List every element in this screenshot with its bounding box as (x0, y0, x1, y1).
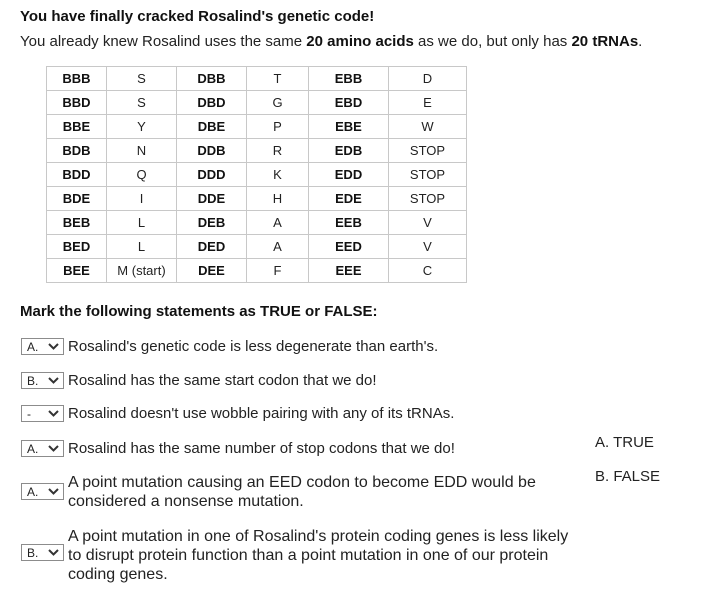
codon-row (47, 187, 467, 211)
codon-cell: BBD (47, 91, 107, 115)
option-false: B. FALSE (595, 468, 661, 485)
amino-acid-cell: R (247, 139, 309, 163)
amino-acid-cell: E (389, 91, 467, 115)
codon-row (47, 259, 467, 283)
question-2 (21, 371, 377, 390)
chevron-down-icon (48, 377, 59, 384)
codon-cell: BDB (47, 139, 107, 163)
codon-cell: DEB (177, 211, 247, 235)
codon-cell: EDD (309, 163, 389, 187)
codon-cell: EBD (309, 91, 389, 115)
amino-acid-cell: P (247, 115, 309, 139)
codon-cell: DDB (177, 139, 247, 163)
statement-text: Rosalind's genetic code is less degenerate than earth's. (68, 338, 439, 355)
question-3 (21, 404, 454, 423)
dropdown-value: - (27, 406, 31, 421)
codon-cell: DBB (177, 67, 247, 91)
option-true: A. TRUE (595, 434, 654, 451)
page-title: You have finally cracked Rosalind's genetic code! (20, 8, 375, 25)
amino-acid-cell: STOP (389, 163, 467, 187)
codon-cell: EBE (309, 115, 389, 139)
codon-cell: BEE (47, 259, 107, 283)
amino-acid-cell: V (389, 211, 467, 235)
amino-acid-cell: N (107, 139, 177, 163)
amino-acid-cell: F (247, 259, 309, 283)
amino-acid-cell: H (247, 187, 309, 211)
codon-cell: EEB (309, 211, 389, 235)
dropdown-value: A. (27, 484, 39, 499)
codon-cell: BDD (47, 163, 107, 187)
chevron-down-icon (48, 410, 59, 417)
answer-dropdown-5[interactable] (21, 483, 64, 500)
codon-cell: DBE (177, 115, 247, 139)
amino-acid-cell: A (247, 235, 309, 259)
subtitle-text: You already knew Rosalind uses the same (20, 33, 307, 50)
statement-text: Rosalind has the same number of stop codons that we do! (68, 440, 455, 457)
answer-dropdown-4[interactable] (21, 440, 64, 457)
amino-acid-cell: Y (107, 115, 177, 139)
amino-acid-cell: A (247, 211, 309, 235)
dropdown-value: B. (27, 373, 39, 388)
amino-acid-cell: G (247, 91, 309, 115)
codon-cell: EDB (309, 139, 389, 163)
chevron-down-icon (48, 445, 59, 452)
statement-text: A point mutation causing an EED codon to become EDD would be considered a nonsense mutation. (68, 474, 536, 510)
amino-acid-cell: T (247, 67, 309, 91)
chevron-down-icon (48, 488, 59, 495)
codon-cell: EDE (309, 187, 389, 211)
question-4 (21, 439, 455, 458)
codon-row (47, 235, 467, 259)
amino-acid-cell: STOP (389, 139, 467, 163)
answer-dropdown-2[interactable] (21, 372, 64, 389)
codon-row (47, 139, 467, 163)
answer-dropdown-3[interactable] (21, 405, 64, 422)
amino-acid-cell: M (start) (107, 259, 177, 283)
codon-cell: BDE (47, 187, 107, 211)
codon-cell: DDE (177, 187, 247, 211)
codon-row (47, 91, 467, 115)
amino-acid-cell: D (389, 67, 467, 91)
codon-row (47, 211, 467, 235)
codon-table (46, 66, 467, 283)
codon-row (47, 67, 467, 91)
codon-cell: BEB (47, 211, 107, 235)
codon-cell: BBB (47, 67, 107, 91)
amino-acid-cell: I (107, 187, 177, 211)
amino-acid-cell: C (389, 259, 467, 283)
codon-cell: DEE (177, 259, 247, 283)
page-subtitle (20, 33, 642, 50)
amino-acid-cell: S (107, 67, 177, 91)
codon-cell: EEE (309, 259, 389, 283)
statement-text: Rosalind doesn't use wobble pairing with any of its tRNAs. (68, 405, 455, 422)
subtitle-trnas: 20 tRNAs (571, 33, 639, 50)
amino-acid-cell: STOP (389, 187, 467, 211)
dropdown-value: B. (27, 545, 39, 560)
codon-cell: EBB (309, 67, 389, 91)
question-1 (21, 337, 438, 356)
amino-acid-cell: V (389, 235, 467, 259)
chevron-down-icon (48, 343, 59, 350)
codon-cell: BBE (47, 115, 107, 139)
amino-acid-cell: L (107, 211, 177, 235)
codon-cell: DBD (177, 91, 247, 115)
amino-acid-cell: L (107, 235, 177, 259)
amino-acid-cell: S (107, 91, 177, 115)
dropdown-value: A. (27, 339, 39, 354)
statement-text: Rosalind has the same start codon that we do! (68, 372, 377, 389)
chevron-down-icon (48, 549, 59, 556)
codon-cell: BED (47, 235, 107, 259)
codon-cell: EED (309, 235, 389, 259)
subtitle-amino-acids: 20 amino acids (306, 33, 414, 50)
codon-row (47, 115, 467, 139)
codon-cell: DED (177, 235, 247, 259)
codon-row (47, 163, 467, 187)
amino-acid-cell: Q (107, 163, 177, 187)
statement-text: A point mutation in one of Rosalind's protein coding genes is less likely to disrupt protein function than a point mutation in one of our protein coding genes. (68, 528, 569, 583)
subtitle-text: as we do, but only has (413, 33, 572, 50)
answer-dropdown-1[interactable] (21, 338, 64, 355)
amino-acid-cell: W (389, 115, 467, 139)
instructions: Mark the following statements as TRUE or FALSE: (20, 303, 378, 320)
answer-dropdown-6[interactable] (21, 544, 64, 561)
dropdown-value: A. (27, 441, 39, 456)
codon-cell: DDD (177, 163, 247, 187)
amino-acid-cell: K (247, 163, 309, 187)
subtitle-text: . (638, 33, 643, 50)
